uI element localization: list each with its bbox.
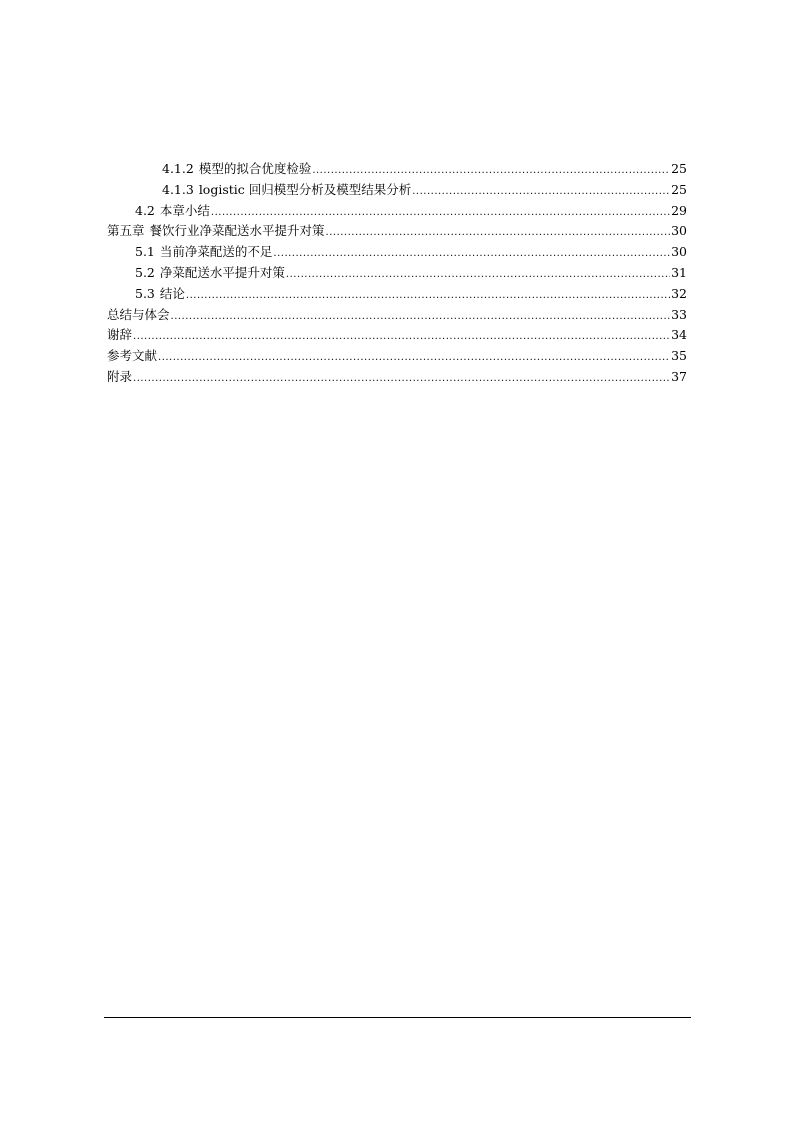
toc-dot-leader: [273, 244, 670, 265]
toc-entry-title: 总结与体会: [107, 306, 170, 322]
toc-entry-page: 30: [671, 244, 687, 260]
toc-entry-page: 34: [671, 327, 687, 343]
toc-entry-5-2[interactable]: [107, 263, 687, 284]
toc-entry-title: 本章小结: [159, 202, 210, 218]
toc-entry-page: 31: [671, 264, 687, 280]
toc-entry-number: 5.3: [135, 285, 155, 301]
toc-entry-page: 32: [671, 285, 687, 301]
footer-divider: [104, 1017, 691, 1018]
toc-dot-leader: [326, 223, 671, 244]
toc-dot-leader: [171, 307, 671, 328]
toc-entry-appendix[interactable]: [107, 367, 687, 388]
toc-entry-number: 4.2: [135, 202, 155, 218]
toc-entry-acknowledgements[interactable]: [107, 325, 687, 346]
toc-entry-title: 净菜配送水平提升对策: [159, 264, 285, 280]
toc-entry-page: 25: [671, 161, 687, 176]
toc-entry-number: 4.1.3: [162, 181, 194, 197]
toc-entry-5-1[interactable]: [107, 242, 687, 263]
toc-entry-4-1-3[interactable]: [107, 180, 687, 201]
toc-entry-number: 4.1.2: [162, 161, 194, 176]
toc-dot-leader: [158, 348, 670, 369]
toc-entry-title: 谢辞: [107, 327, 133, 343]
table-of-contents: [107, 159, 687, 388]
toc-entry-title: logistic 回归模型分析及模型结果分析: [198, 181, 412, 197]
toc-entry-page: 35: [671, 348, 687, 364]
toc-entry-page: 30: [671, 223, 687, 239]
toc-dot-leader: [312, 161, 670, 182]
toc-entry-title: 当前净菜配送的不足: [159, 244, 273, 260]
toc-dot-leader: [286, 265, 670, 286]
toc-entry-4-1-2[interactable]: [107, 159, 687, 180]
toc-entry-references[interactable]: [107, 346, 687, 367]
toc-entry-chapter-5[interactable]: [107, 221, 687, 242]
toc-entry-page: 29: [671, 202, 687, 218]
toc-entry-title: 参考文献: [107, 348, 158, 364]
toc-entry-summary[interactable]: [107, 305, 687, 326]
toc-dot-leader: [186, 286, 670, 307]
toc-entry-page: 33: [671, 306, 687, 322]
toc-entry-4-2[interactable]: [107, 201, 687, 222]
toc-entry-title: 模型的拟合优度检验: [198, 161, 312, 176]
toc-entry-page: 37: [671, 368, 687, 384]
toc-dot-leader: [211, 203, 670, 224]
toc-entry-page: 25: [671, 181, 687, 197]
toc-entry-number: 第五章: [107, 223, 145, 239]
toc-dot-leader: [133, 327, 670, 348]
toc-entry-title: 结论: [159, 285, 185, 301]
toc-entry-number: 5.2: [135, 264, 155, 280]
toc-entry-title: 餐饮行业净菜配送水平提升对策: [149, 223, 325, 239]
toc-entry-title: 附录: [107, 368, 133, 384]
toc-entry-5-3[interactable]: [107, 284, 687, 305]
toc-dot-leader: [133, 369, 670, 390]
toc-entry-number: 5.1: [135, 244, 155, 260]
toc-dot-leader: [412, 182, 670, 203]
